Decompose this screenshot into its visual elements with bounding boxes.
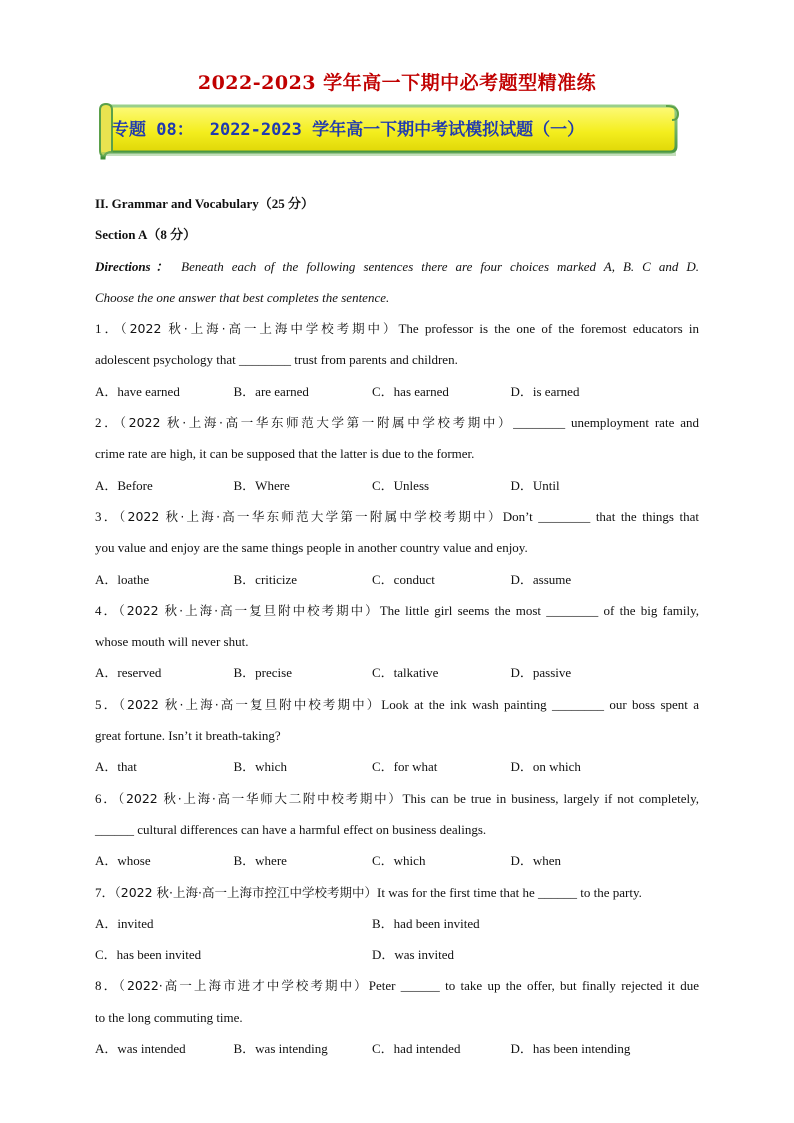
option-a: A．that (95, 759, 137, 775)
option-c: C．has earned (372, 383, 449, 399)
option-d: D．assume (510, 571, 572, 587)
question-source: （2022 秋·上海·高一华东师范大学第一附属中学校考期中） (119, 508, 503, 524)
document-title: 2022-2023 学年高一下期中必考题型精准练 (197, 72, 597, 94)
question-number: 6． (95, 790, 118, 806)
topic-banner (96, 100, 680, 162)
option-d: D．was invited (372, 947, 454, 963)
question-source: （2022·高一上海市进才中学校考期中） (118, 978, 369, 994)
question-5-options (95, 751, 699, 782)
question-number: 2． (95, 415, 120, 431)
option-a: A．invited (95, 915, 154, 931)
exam-content (95, 188, 699, 1064)
option-d: D．is earned (510, 383, 580, 399)
option-b: B．was intending (233, 1041, 328, 1057)
option-b: B．where (233, 853, 287, 869)
directions-text-1: Beneath each of the following sentences there are four choices marked A, B. C and D. (181, 258, 699, 274)
option-b: B．precise (233, 665, 292, 681)
option-b: B．are earned (233, 383, 309, 399)
question-text: This can be true in business, largely if not completely, (402, 790, 699, 806)
option-a: A．have earned (95, 383, 180, 399)
question-1-line-2: adolescent psychology that ________ trust from parents and children. (95, 352, 458, 368)
question-number: 5． (95, 696, 119, 712)
question-text: Look at the ink wash painting ________ our boss spent a (381, 696, 699, 712)
question-7-options-row-2 (95, 939, 699, 970)
option-a: A．was intended (95, 1041, 186, 1057)
option-c: C．for what (372, 759, 438, 775)
question-source: （2022 秋·上海·高一上海中学校考期中） (120, 321, 399, 337)
question-1-line-1 (95, 313, 699, 344)
question-text: Peter ______ to take up the offer, but finally rejected it due (368, 978, 699, 994)
question-number: 8． (95, 978, 119, 994)
option-b: B．which (233, 759, 287, 775)
question-1-options (95, 376, 699, 407)
question-8-options (95, 1033, 699, 1064)
question-6-line-2: ______ cultural differences can have a harmful effect on business dealings. (95, 821, 487, 837)
banner-label: 专题 08： (112, 120, 194, 140)
question-text: The professor is the one of the foremost educators in (398, 321, 699, 337)
option-a: A．reserved (95, 665, 162, 681)
option-c: C．talkative (372, 665, 439, 681)
option-b: B．had been invited (372, 915, 480, 931)
option-d: D．when (510, 853, 562, 869)
question-number: 7． (95, 884, 115, 900)
question-number: 3． (95, 508, 120, 524)
question-4-options (95, 657, 699, 688)
question-6-line-1 (95, 783, 699, 814)
option-c: C．Unless (372, 477, 430, 493)
question-5-line-1 (95, 689, 699, 720)
option-b: B．Where (233, 477, 290, 493)
question-text: The little girl seems the most ________ of the big family, (379, 602, 699, 618)
question-2-line-2: crime rate are high, it can be supposed that the latter is due to the former. (95, 446, 475, 462)
question-2-line-1 (95, 407, 699, 438)
question-source: （2022 秋·上海·高一复旦附中校考期中） (118, 602, 380, 618)
question-7-line-1 (95, 877, 699, 908)
option-a: A．loathe (95, 571, 150, 587)
question-8-line-2: to the long commuting time. (95, 1009, 243, 1025)
directions-line-1 (95, 251, 699, 282)
question-6-options (95, 845, 699, 876)
question-number: 4． (95, 602, 119, 618)
option-d: D．on which (510, 759, 581, 775)
question-text: ________ unemployment rate and (513, 415, 699, 431)
part-heading: II. Grammar and Vocabulary（25 分） (95, 196, 314, 211)
question-source: （2022 秋·上海·高一复旦附中校考期中） (118, 696, 382, 712)
question-source: （2022 秋·上海·高一上海市控江中学校考期中） (114, 884, 377, 900)
option-b: B．criticize (233, 571, 298, 587)
question-text: It was for the first time that he ______ to the party. (377, 884, 642, 900)
option-c: C．has been invited (95, 947, 202, 963)
section-heading: Section A（8 分） (95, 227, 197, 243)
question-4-line-2: whose mouth will never shut. (95, 634, 249, 650)
option-a: A．Before (95, 477, 153, 493)
question-2-options (95, 470, 699, 501)
directions-line-2: Choose the one answer that best completes the sentence. (95, 289, 390, 305)
question-4-line-1 (95, 595, 699, 626)
directions-label: Directions： (95, 258, 174, 274)
question-source: （2022 秋·上海·高一华东师范大学第一附属中学校考期中） (119, 415, 514, 431)
option-a: A．whose (95, 853, 151, 869)
question-3-options (95, 564, 699, 595)
question-8-line-1 (95, 970, 699, 1001)
option-d: D．passive (510, 665, 572, 681)
option-d: D．has been intending (510, 1041, 631, 1057)
question-text: Don’t ________ that the things that (502, 508, 699, 524)
question-source: （2022 秋·上海·高一华师大二附中校考期中） (117, 790, 403, 806)
banner-title: 2022-2023 学年高一下期中考试模拟试题（一） (209, 120, 585, 140)
option-d: D．Until (510, 477, 560, 493)
option-c: C．which (372, 853, 426, 869)
banner-text (96, 115, 680, 140)
option-c: C．had intended (372, 1041, 461, 1057)
question-7-options-row-1 (95, 908, 699, 939)
question-number: 1． (95, 321, 121, 337)
question-5-line-2: great fortune. Isn’t it breath-taking? (95, 728, 281, 744)
option-c: C．conduct (372, 571, 435, 587)
question-3-line-1 (95, 501, 699, 532)
question-3-line-2: you value and enjoy are the same things people in another country value and enjoy. (95, 540, 528, 556)
